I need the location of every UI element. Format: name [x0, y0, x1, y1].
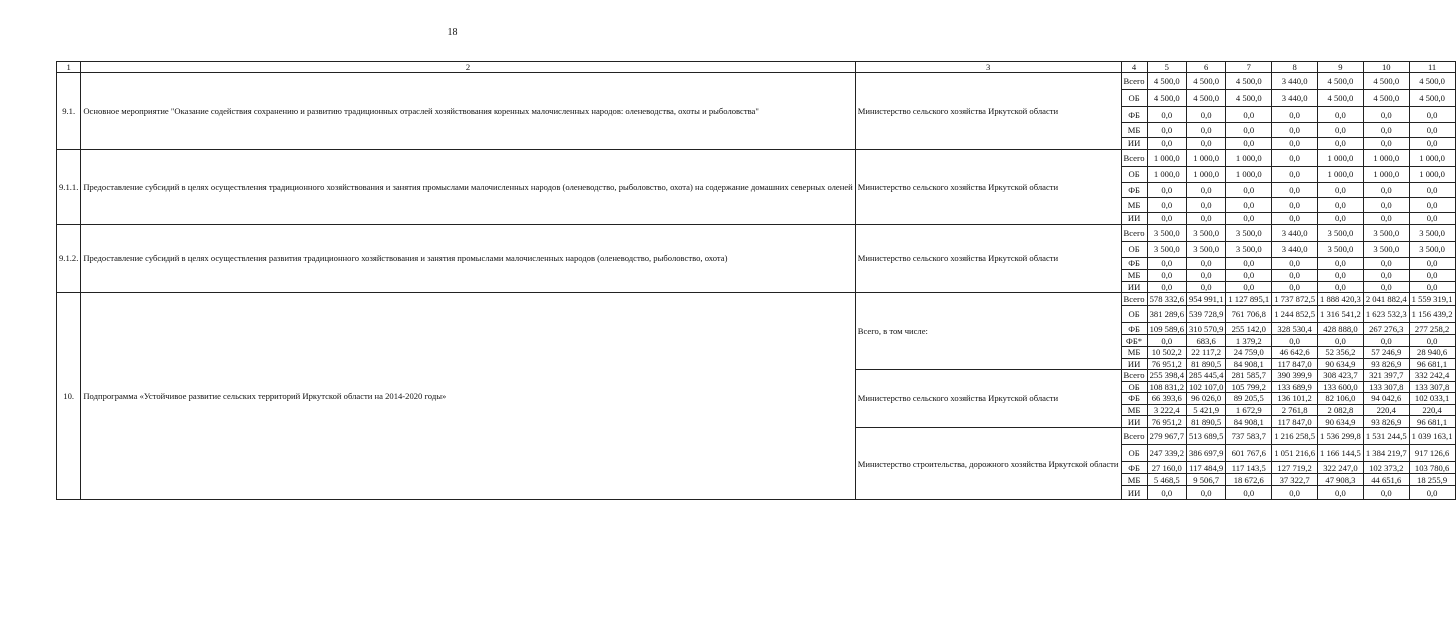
- amount-cell: 308 423,7: [1318, 370, 1364, 382]
- amount-cell: 24 759,0: [1226, 347, 1272, 358]
- amount-cell: 1 623 532,3: [1363, 306, 1409, 323]
- amount-cell: 328 530,4: [1272, 323, 1318, 335]
- amount-cell: 1 000,0: [1363, 149, 1409, 166]
- amount-cell: 0,0: [1147, 182, 1186, 197]
- amount-cell: 94 042,6: [1363, 393, 1409, 404]
- amount-cell: 10 502,2: [1147, 347, 1186, 358]
- amount-cell: 428 888,0: [1318, 323, 1364, 335]
- amount-cell: 46 642,6: [1272, 347, 1318, 358]
- measure-name: Предоставление субсидий в целях осуществления традиционного хозяйствования и занятия промыслами малочисленных народов (оленеводство, рыболовство, охота) на содержание домашних северных оленей: [81, 149, 855, 224]
- amount-cell: 66 393,6: [1147, 393, 1186, 404]
- funding-source: ИИ: [1121, 281, 1147, 292]
- amount-cell: 390 399,9: [1272, 370, 1318, 382]
- amount-cell: 0,0: [1272, 281, 1318, 292]
- amount-cell: 3 440,0: [1272, 73, 1318, 90]
- amount-cell: 4 500,0: [1186, 90, 1225, 107]
- header-row: [57, 62, 1456, 73]
- amount-cell: 0,0: [1409, 486, 1455, 500]
- amount-cell: 27 160,0: [1147, 462, 1186, 474]
- amount-cell: 1 531 244,5: [1363, 428, 1409, 445]
- funding-source: ИИ: [1121, 358, 1147, 369]
- funding-source: ИИ: [1121, 212, 1147, 224]
- header-cell: 5: [1147, 62, 1186, 73]
- amount-cell: 2 082,8: [1318, 404, 1364, 415]
- funding-source: ОБ: [1121, 90, 1147, 107]
- amount-cell: 3 500,0: [1363, 241, 1409, 257]
- executor-name: Министерство строительства, дорожного хозяйства Иркутской области: [855, 428, 1121, 500]
- amount-cell: 3 500,0: [1186, 224, 1225, 241]
- amount-cell: 136 101,2: [1272, 393, 1318, 404]
- amount-cell: 4 500,0: [1226, 90, 1272, 107]
- amount-cell: 220,4: [1409, 404, 1455, 415]
- amount-cell: 0,0: [1363, 197, 1409, 212]
- amount-cell: 22 117,2: [1186, 347, 1225, 358]
- amount-cell: 0,0: [1186, 107, 1225, 123]
- amount-cell: 683,6: [1186, 335, 1225, 347]
- amount-cell: 1 316 541,2: [1318, 306, 1364, 323]
- funding-source: Всего: [1121, 293, 1147, 306]
- amount-cell: 3 222,4: [1147, 404, 1186, 415]
- amount-cell: 37 322,7: [1272, 474, 1318, 486]
- amount-cell: 917 126,6: [1409, 445, 1455, 462]
- funding-source: Всего: [1121, 149, 1147, 166]
- amount-cell: 0,0: [1318, 257, 1364, 269]
- amount-cell: 0,0: [1409, 335, 1455, 347]
- amount-cell: 0,0: [1147, 197, 1186, 212]
- amount-cell: 0,0: [1363, 107, 1409, 123]
- amount-cell: 3 500,0: [1363, 224, 1409, 241]
- amount-cell: 0,0: [1318, 123, 1364, 138]
- amount-cell: 1 384 219,7: [1363, 445, 1409, 462]
- amount-cell: 0,0: [1409, 123, 1455, 138]
- amount-cell: 3 500,0: [1147, 241, 1186, 257]
- amount-cell: 3 500,0: [1318, 241, 1364, 257]
- executor-name: Министерство сельского хозяйства Иркутской области: [855, 73, 1121, 149]
- table-row: [57, 73, 1456, 90]
- amount-cell: 1 000,0: [1186, 166, 1225, 182]
- amount-cell: 90 634,9: [1318, 416, 1364, 428]
- amount-cell: 0,0: [1318, 182, 1364, 197]
- funding-source: ФБ: [1121, 323, 1147, 335]
- funding-source: МБ: [1121, 474, 1147, 486]
- amount-cell: 1 000,0: [1186, 149, 1225, 166]
- amount-cell: 0,0: [1186, 269, 1225, 281]
- amount-cell: 0,0: [1272, 335, 1318, 347]
- amount-cell: 1 737 872,5: [1272, 293, 1318, 306]
- amount-cell: 321 397,7: [1363, 370, 1409, 382]
- amount-cell: 601 767,6: [1226, 445, 1272, 462]
- row-code: 9.1.1.: [57, 149, 81, 224]
- amount-cell: 4 500,0: [1409, 73, 1455, 90]
- amount-cell: 0,0: [1226, 269, 1272, 281]
- amount-cell: 322 247,0: [1318, 462, 1364, 474]
- amount-cell: 761 706,8: [1226, 306, 1272, 323]
- table-row: [57, 149, 1456, 166]
- amount-cell: 332 242,4: [1409, 370, 1455, 382]
- funding-source: ИИ: [1121, 486, 1147, 500]
- amount-cell: 3 500,0: [1226, 224, 1272, 241]
- amount-cell: 133 307,8: [1409, 382, 1455, 393]
- amount-cell: 0,0: [1318, 281, 1364, 292]
- amount-cell: 1 000,0: [1147, 149, 1186, 166]
- amount-cell: 0,0: [1409, 257, 1455, 269]
- funding-source: МБ: [1121, 269, 1147, 281]
- amount-cell: 386 697,9: [1186, 445, 1225, 462]
- amount-cell: 0,0: [1186, 486, 1225, 500]
- header-cell: 10: [1363, 62, 1409, 73]
- amount-cell: 28 940,6: [1409, 347, 1455, 358]
- amount-cell: 103 780,6: [1409, 462, 1455, 474]
- amount-cell: 93 826,9: [1363, 358, 1409, 369]
- amount-cell: 0,0: [1272, 486, 1318, 500]
- amount-cell: 0,0: [1186, 182, 1225, 197]
- funding-source: МБ: [1121, 404, 1147, 415]
- amount-cell: 109 589,6: [1147, 323, 1186, 335]
- amount-cell: 5 421,9: [1186, 404, 1225, 415]
- amount-cell: 0,0: [1147, 138, 1186, 149]
- amount-cell: 102 107,0: [1186, 382, 1225, 393]
- amount-cell: 277 258,2: [1409, 323, 1455, 335]
- page-number: 18: [447, 27, 458, 38]
- amount-cell: 93 826,9: [1363, 416, 1409, 428]
- header-cell: 6: [1186, 62, 1225, 73]
- amount-cell: 76 951,2: [1147, 358, 1186, 369]
- funding-source: Всего: [1121, 224, 1147, 241]
- amount-cell: 0,0: [1272, 138, 1318, 149]
- funding-source: ФБ: [1121, 462, 1147, 474]
- executor-name: Министерство сельского хозяйства Иркутской области: [855, 149, 1121, 224]
- amount-cell: 737 583,7: [1226, 428, 1272, 445]
- amount-cell: 117 847,0: [1272, 416, 1318, 428]
- funding-source: Всего: [1121, 370, 1147, 382]
- amount-cell: 1 127 895,1: [1226, 293, 1272, 306]
- amount-cell: 133 307,8: [1363, 382, 1409, 393]
- amount-cell: 1 000,0: [1409, 149, 1455, 166]
- amount-cell: 0,0: [1147, 123, 1186, 138]
- amount-cell: 1 000,0: [1409, 166, 1455, 182]
- amount-cell: 0,0: [1272, 166, 1318, 182]
- amount-cell: 81 890,5: [1186, 358, 1225, 369]
- measure-name: Подпрограмма «Устойчивое развитие сельских территорий Иркутской области на 2014-2020 годы»: [81, 293, 855, 500]
- amount-cell: 0,0: [1318, 138, 1364, 149]
- amount-cell: 0,0: [1363, 486, 1409, 500]
- amount-cell: 255 142,0: [1226, 323, 1272, 335]
- amount-cell: 3 500,0: [1226, 241, 1272, 257]
- row-code: 10.: [57, 293, 81, 500]
- amount-cell: 0,0: [1226, 107, 1272, 123]
- row-code: 9.1.: [57, 73, 81, 149]
- amount-cell: 52 356,2: [1318, 347, 1364, 358]
- funding-source: МБ: [1121, 197, 1147, 212]
- amount-cell: 0,0: [1226, 123, 1272, 138]
- amount-cell: 1 000,0: [1226, 149, 1272, 166]
- funding-source: Всего: [1121, 73, 1147, 90]
- row-code: 9.1.2.: [57, 224, 81, 292]
- funding-source: ОБ: [1121, 382, 1147, 393]
- amount-cell: 1 536 299,8: [1318, 428, 1364, 445]
- amount-cell: 0,0: [1226, 281, 1272, 292]
- amount-cell: 220,4: [1363, 404, 1409, 415]
- amount-cell: 4 500,0: [1363, 73, 1409, 90]
- amount-cell: 0,0: [1409, 197, 1455, 212]
- amount-cell: 47 908,3: [1318, 474, 1364, 486]
- amount-cell: 102 373,2: [1363, 462, 1409, 474]
- amount-cell: 0,0: [1226, 182, 1272, 197]
- amount-cell: 96 026,0: [1186, 393, 1225, 404]
- amount-cell: 1 379,2: [1226, 335, 1272, 347]
- amount-cell: 0,0: [1318, 269, 1364, 281]
- amount-cell: 0,0: [1272, 212, 1318, 224]
- amount-cell: 108 831,2: [1147, 382, 1186, 393]
- amount-cell: 0,0: [1363, 138, 1409, 149]
- amount-cell: 2 041 882,4: [1363, 293, 1409, 306]
- table-row: [57, 293, 1456, 306]
- amount-cell: 102 033,1: [1409, 393, 1455, 404]
- header-cell: 3: [855, 62, 1121, 73]
- amount-cell: 84 908,1: [1226, 416, 1272, 428]
- amount-cell: 0,0: [1363, 281, 1409, 292]
- amount-cell: 57 246,9: [1363, 347, 1409, 358]
- amount-cell: 0,0: [1363, 212, 1409, 224]
- amount-cell: 1 051 216,6: [1272, 445, 1318, 462]
- amount-cell: 0,0: [1318, 212, 1364, 224]
- amount-cell: 0,0: [1186, 281, 1225, 292]
- amount-cell: 82 106,0: [1318, 393, 1364, 404]
- amount-cell: 3 500,0: [1186, 241, 1225, 257]
- amount-cell: 84 908,1: [1226, 358, 1272, 369]
- amount-cell: 1 039 163,1: [1409, 428, 1455, 445]
- amount-cell: 513 689,5: [1186, 428, 1225, 445]
- amount-cell: 1 244 852,5: [1272, 306, 1318, 323]
- amount-cell: 3 500,0: [1318, 224, 1364, 241]
- funding-source: ИИ: [1121, 138, 1147, 149]
- amount-cell: 4 500,0: [1318, 90, 1364, 107]
- amount-cell: 3 500,0: [1409, 241, 1455, 257]
- amount-cell: 0,0: [1409, 212, 1455, 224]
- amount-cell: 954 991,1: [1186, 293, 1225, 306]
- amount-cell: 0,0: [1318, 335, 1364, 347]
- amount-cell: 3 440,0: [1272, 90, 1318, 107]
- amount-cell: 117 847,0: [1272, 358, 1318, 369]
- funding-source: ОБ: [1121, 306, 1147, 323]
- header-cell: 11: [1409, 62, 1455, 73]
- amount-cell: 44 651,6: [1363, 474, 1409, 486]
- amount-cell: 0,0: [1272, 257, 1318, 269]
- funding-source: ФБ*: [1121, 335, 1147, 347]
- header-cell: 1: [57, 62, 81, 73]
- executor-name: Всего, в том числе:: [855, 293, 1121, 370]
- amount-cell: 0,0: [1147, 269, 1186, 281]
- amount-cell: 539 728,9: [1186, 306, 1225, 323]
- amount-cell: 0,0: [1147, 335, 1186, 347]
- amount-cell: 1 156 439,2: [1409, 306, 1455, 323]
- amount-cell: 1 000,0: [1226, 166, 1272, 182]
- amount-cell: 0,0: [1318, 107, 1364, 123]
- amount-cell: 1 672,9: [1226, 404, 1272, 415]
- amount-cell: 267 276,3: [1363, 323, 1409, 335]
- amount-cell: 0,0: [1147, 107, 1186, 123]
- amount-cell: 96 681,1: [1409, 416, 1455, 428]
- amount-cell: 0,0: [1147, 257, 1186, 269]
- amount-cell: 0,0: [1147, 486, 1186, 500]
- amount-cell: 4 500,0: [1226, 73, 1272, 90]
- amount-cell: 3 440,0: [1272, 224, 1318, 241]
- amount-cell: 0,0: [1226, 212, 1272, 224]
- amount-cell: 0,0: [1272, 107, 1318, 123]
- amount-cell: 133 600,0: [1318, 382, 1364, 393]
- amount-cell: 0,0: [1363, 269, 1409, 281]
- amount-cell: 0,0: [1363, 123, 1409, 138]
- amount-cell: 0,0: [1409, 269, 1455, 281]
- funding-source: МБ: [1121, 123, 1147, 138]
- amount-cell: 0,0: [1186, 212, 1225, 224]
- executor-name: Министерство сельского хозяйства Иркутской области: [855, 370, 1121, 428]
- budget-table: [56, 61, 1456, 500]
- funding-source: ОБ: [1121, 445, 1147, 462]
- funding-source: Всего: [1121, 428, 1147, 445]
- funding-source: МБ: [1121, 347, 1147, 358]
- amount-cell: 0,0: [1226, 197, 1272, 212]
- header-cell: 2: [81, 62, 855, 73]
- amount-cell: 127 719,2: [1272, 462, 1318, 474]
- amount-cell: 1 216 258,5: [1272, 428, 1318, 445]
- amount-cell: 0,0: [1272, 197, 1318, 212]
- amount-cell: 0,0: [1272, 182, 1318, 197]
- amount-cell: 0,0: [1363, 257, 1409, 269]
- amount-cell: 0,0: [1226, 257, 1272, 269]
- funding-source: ОБ: [1121, 166, 1147, 182]
- amount-cell: 0,0: [1272, 149, 1318, 166]
- amount-cell: 18 255,9: [1409, 474, 1455, 486]
- amount-cell: 4 500,0: [1363, 90, 1409, 107]
- funding-source: ФБ: [1121, 182, 1147, 197]
- amount-cell: 0,0: [1409, 182, 1455, 197]
- amount-cell: 0,0: [1186, 197, 1225, 212]
- amount-cell: 96 681,1: [1409, 358, 1455, 369]
- amount-cell: 0,0: [1318, 486, 1364, 500]
- amount-cell: 0,0: [1409, 138, 1455, 149]
- amount-cell: 0,0: [1186, 138, 1225, 149]
- amount-cell: 89 205,5: [1226, 393, 1272, 404]
- amount-cell: 0,0: [1272, 269, 1318, 281]
- amount-cell: 1 559 319,1: [1409, 293, 1455, 306]
- amount-cell: 117 484,9: [1186, 462, 1225, 474]
- amount-cell: 578 332,6: [1147, 293, 1186, 306]
- amount-cell: 117 143,5: [1226, 462, 1272, 474]
- funding-source: ОБ: [1121, 241, 1147, 257]
- amount-cell: 0,0: [1318, 197, 1364, 212]
- header-cell: 8: [1272, 62, 1318, 73]
- amount-cell: 0,0: [1147, 281, 1186, 292]
- measure-name: Предоставление субсидий в целях осуществления развития традиционного хозяйствования и занятия промыслами малочисленных народов (оленеводство, рыболовство, охота): [81, 224, 855, 292]
- amount-cell: 4 500,0: [1147, 73, 1186, 90]
- funding-source: ФБ: [1121, 257, 1147, 269]
- amount-cell: 381 289,6: [1147, 306, 1186, 323]
- amount-cell: 1 000,0: [1318, 166, 1364, 182]
- amount-cell: 3 500,0: [1409, 224, 1455, 241]
- amount-cell: 0,0: [1186, 123, 1225, 138]
- amount-cell: 1 000,0: [1147, 166, 1186, 182]
- amount-cell: 0,0: [1147, 212, 1186, 224]
- funding-source: ИИ: [1121, 416, 1147, 428]
- table-row: [57, 224, 1456, 241]
- amount-cell: 0,0: [1363, 335, 1409, 347]
- amount-cell: 18 672,6: [1226, 474, 1272, 486]
- amount-cell: 1 888 420,3: [1318, 293, 1364, 306]
- amount-cell: 4 500,0: [1409, 90, 1455, 107]
- amount-cell: 0,0: [1186, 257, 1225, 269]
- amount-cell: 0,0: [1409, 107, 1455, 123]
- amount-cell: 4 500,0: [1147, 90, 1186, 107]
- amount-cell: 0,0: [1409, 281, 1455, 292]
- amount-cell: 3 500,0: [1147, 224, 1186, 241]
- amount-cell: 247 339,2: [1147, 445, 1186, 462]
- amount-cell: 0,0: [1272, 123, 1318, 138]
- amount-cell: 285 445,4: [1186, 370, 1225, 382]
- funding-source: ФБ: [1121, 107, 1147, 123]
- amount-cell: 0,0: [1226, 138, 1272, 149]
- amount-cell: 3 440,0: [1272, 241, 1318, 257]
- amount-cell: 76 951,2: [1147, 416, 1186, 428]
- amount-cell: 2 761,8: [1272, 404, 1318, 415]
- amount-cell: 105 799,2: [1226, 382, 1272, 393]
- amount-cell: 279 967,7: [1147, 428, 1186, 445]
- amount-cell: 281 585,7: [1226, 370, 1272, 382]
- amount-cell: 4 500,0: [1318, 73, 1364, 90]
- header-cell: 4: [1121, 62, 1147, 73]
- header-cell: 7: [1226, 62, 1272, 73]
- amount-cell: 9 506,7: [1186, 474, 1225, 486]
- amount-cell: 90 634,9: [1318, 358, 1364, 369]
- amount-cell: 5 468,5: [1147, 474, 1186, 486]
- amount-cell: 4 500,0: [1186, 73, 1225, 90]
- amount-cell: 1 166 144,5: [1318, 445, 1364, 462]
- amount-cell: 1 000,0: [1318, 149, 1364, 166]
- amount-cell: 255 398,4: [1147, 370, 1186, 382]
- funding-source: ФБ: [1121, 393, 1147, 404]
- amount-cell: 310 570,9: [1186, 323, 1225, 335]
- executor-name: Министерство сельского хозяйства Иркутской области: [855, 224, 1121, 292]
- amount-cell: 0,0: [1363, 182, 1409, 197]
- amount-cell: 81 890,5: [1186, 416, 1225, 428]
- header-cell: 9: [1318, 62, 1364, 73]
- measure-name: Основное мероприятие "Оказание содействия сохранению и развитию традиционных отраслей хозяйствования коренных малочисленных народов: оленеводства, охоты и рыболовства": [81, 73, 855, 149]
- amount-cell: 1 000,0: [1363, 166, 1409, 182]
- amount-cell: 133 689,9: [1272, 382, 1318, 393]
- amount-cell: 0,0: [1226, 486, 1272, 500]
